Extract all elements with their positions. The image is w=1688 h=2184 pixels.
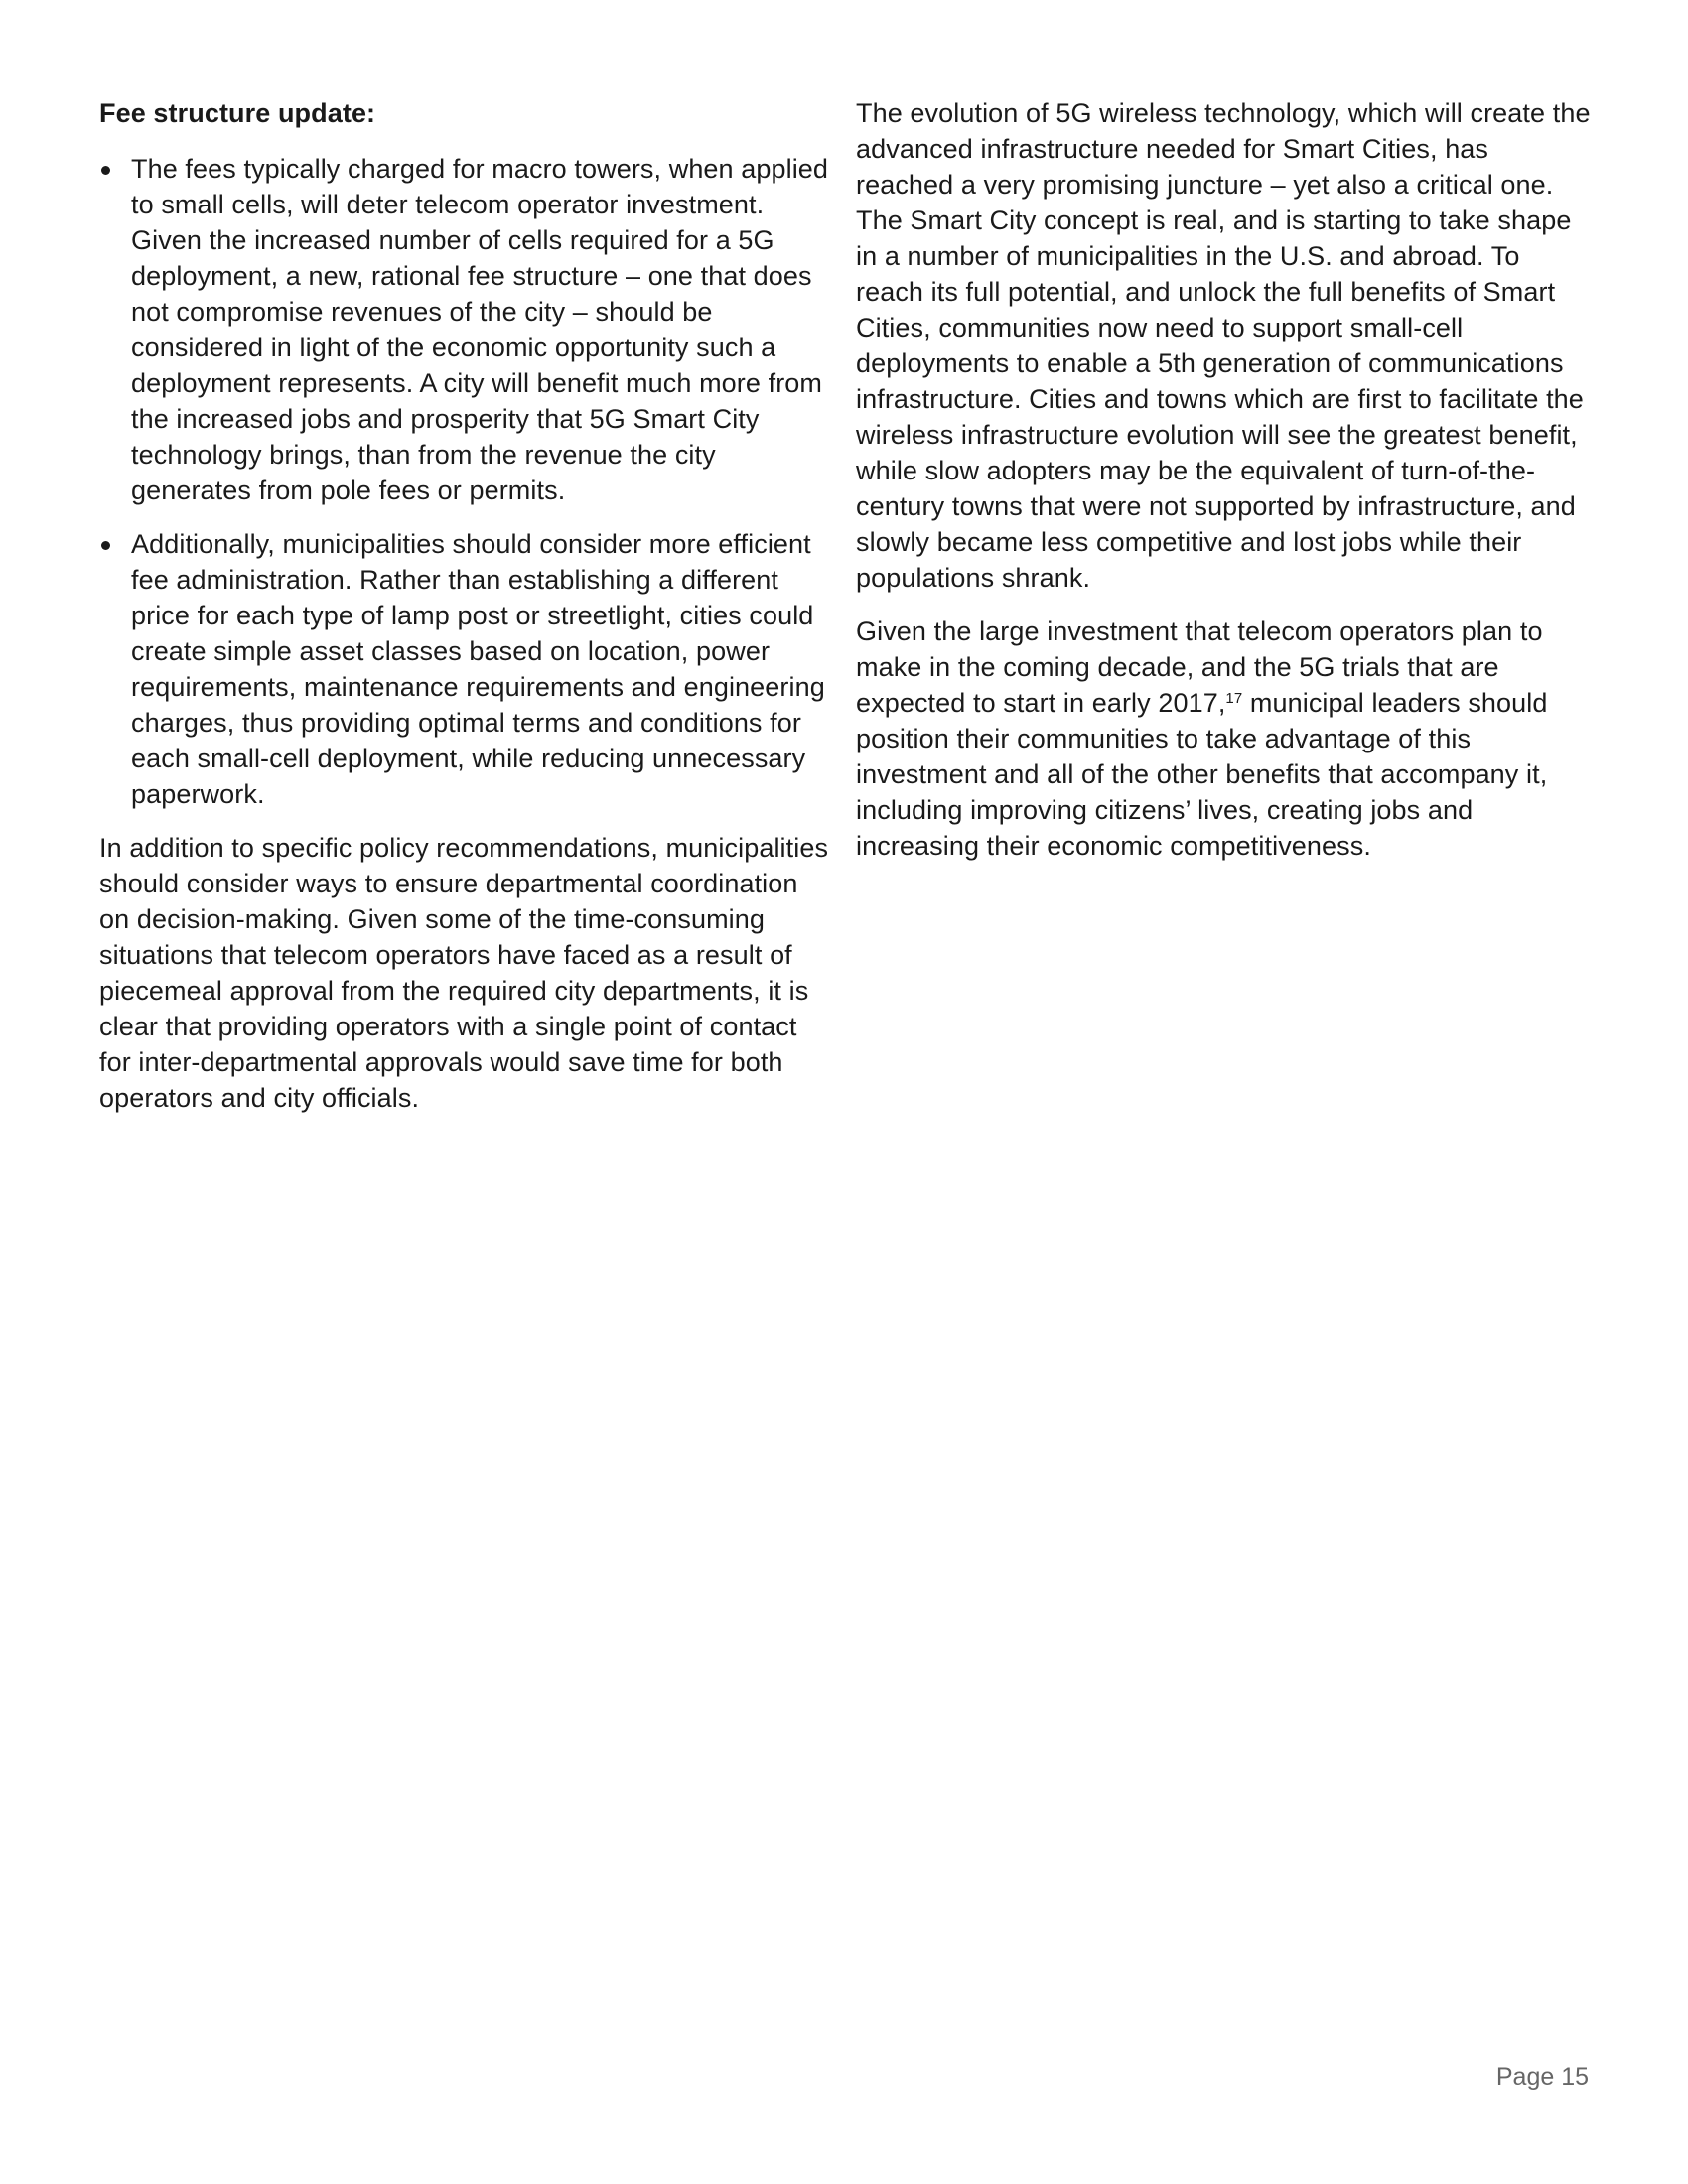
bullet-icon bbox=[101, 166, 110, 175]
bullet-text: Additionally, municipalities should consider more efficient fee administration. Rather than establishing a different price for each type of lamp post or streetlight, cities could create simple asset classes based on location, power requirements, maintenance requirements and engineering charges, thus providing optimal terms and conditions for each small-cell deployment, while reducing unnecessary paperwork. bbox=[131, 529, 825, 809]
investment-paragraph bbox=[856, 614, 1591, 864]
left-column bbox=[99, 95, 834, 1134]
evolution-paragraph: The evolution of 5G wireless technology, which will create the advanced infrastructure needed for Smart Cities, has reached a very promising juncture – yet also a critical one. The Smart City concept is real, and is starting to take shape in a number of municipalities in the U.S. and abroad. To reach its full potential, and unlock the full benefits of Smart Cities, communities now need to support small-cell deployments to enable a 5th generation of communications infrastructure. Cities and towns which are first to facilitate the wireless infrastructure evolution will see the greatest benefit, while slow adopters may be the equivalent of turn-of-the-century towns that were not supported by infrastructure, and slowly became less competitive and lost jobs while their populations shrank. bbox=[856, 98, 1591, 593]
bullet-icon bbox=[101, 541, 110, 550]
fee-structure-bullet-list bbox=[99, 151, 834, 812]
list-item bbox=[99, 151, 834, 508]
fee-structure-heading: Fee structure update: bbox=[99, 98, 376, 128]
footnote-reference: 17 bbox=[1225, 690, 1243, 707]
investment-text-start: Given the large investment that telecom operators plan to make in the coming decade, and the 5G trials that are expected to start in early 2017, bbox=[856, 616, 1543, 718]
investment-text-end: municipal leaders should position their communities to take advantage of this investment and all of the other benefits that accompany it, including improving citizens’ lives, creating jobs and increasing their economic competitiveness. bbox=[856, 688, 1548, 861]
coordination-paragraph: In addition to specific policy recommendations, municipalities should consider ways to ensure departmental coordination on decision-making. Given some of the time-consuming situations that telecom operators have faced as a result of piecemeal approval from the required city departments, it is clear that providing operators with a single point of contact for inter-departmental approvals would save time for both operators and city officials. bbox=[99, 833, 829, 1113]
page-number: Page 15 bbox=[1495, 2063, 1589, 2091]
right-column bbox=[856, 95, 1591, 882]
list-item bbox=[99, 526, 834, 812]
bullet-text: The fees typically charged for macro towers, when applied to small cells, will deter telecom operator investment. Given the increased number of cells required for a 5G deployment, a new, rational fee structure – one that does not compromise revenues of the city – should be considered in light of the economic opportunity such a deployment represents. A city will benefit much more from the increased jobs and prosperity that 5G Smart City technology brings, than from the revenue the city generates from pole fees or permits. bbox=[131, 154, 829, 505]
